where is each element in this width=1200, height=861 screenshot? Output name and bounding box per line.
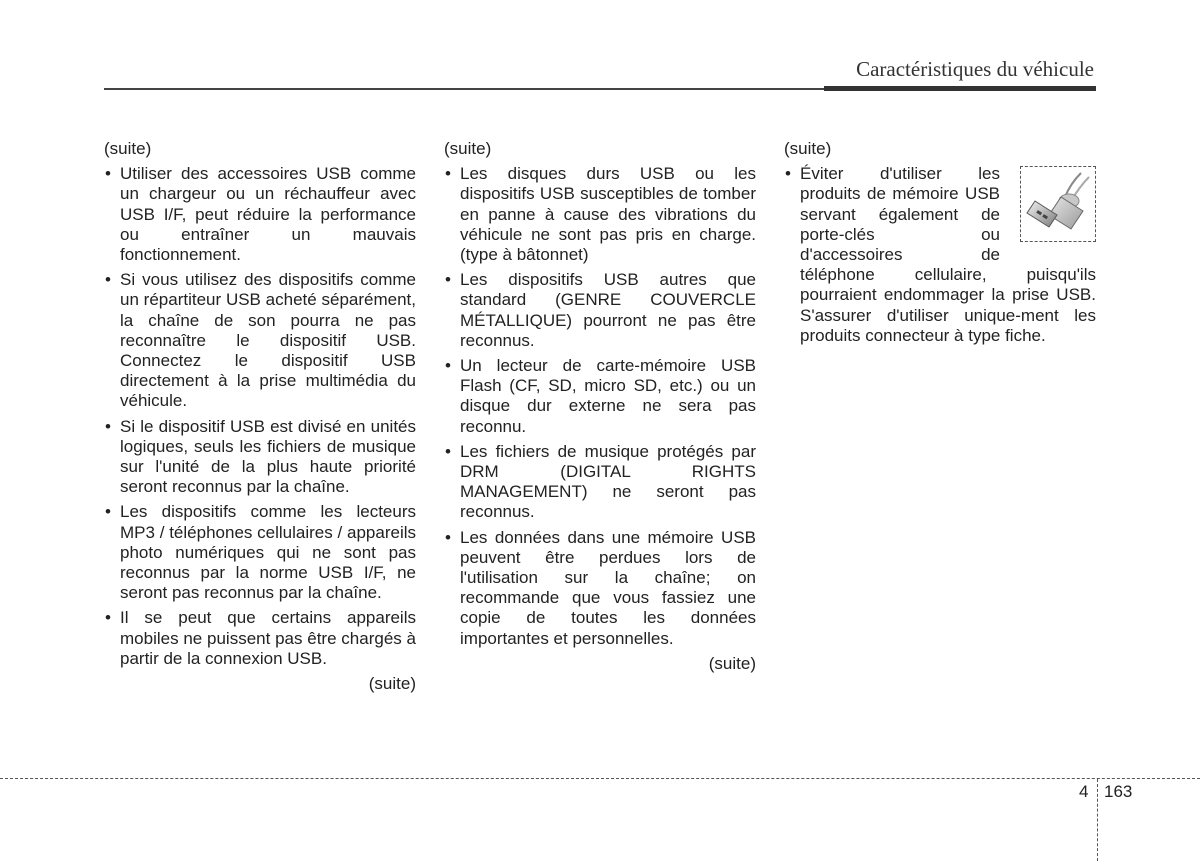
- list-item: • Les fichiers de musique protégés par DRM (DIGITAL RIGHTS MANAGEMENT) ne seront pas reconnus.: [444, 442, 756, 523]
- continued-label: (suite): [104, 139, 152, 158]
- list-item: • Si vous utilisez des dispositifs comme un répartiteur USB acheté séparément, la chaîne de son pourra ne pas reconnaître le dispositif USB. Connectez le dispositif USB directement à la prise multimédia du véhicule.: [104, 270, 416, 411]
- list-item: • Un lecteur de carte-mémoire USB Flash (CF, SD, micro SD, etc.) ou un disque dur externe ne sera pas reconnu.: [444, 356, 756, 437]
- footer-rule: [0, 778, 1200, 779]
- bullet-list: [784, 164, 1096, 346]
- text-column-2: [444, 139, 756, 674]
- list-item: • Les dispositifs comme les lecteurs MP3 / téléphones cellulaires / appareils photo numériques qui ne sont pas reconnus par la norme USB I/F, ne seront pas reconnus par la chaîne.: [104, 502, 416, 603]
- continued-label: (suite): [784, 139, 832, 158]
- continued-label: (suite): [708, 653, 756, 673]
- continued-label: (suite): [444, 139, 492, 158]
- list-item: • Il se peut que certains appareils mobiles ne puissent pas être chargés à partir de la connexion USB.: [104, 608, 416, 669]
- list-item: • Utiliser des accessoires USB comme un chargeur ou un réchauffeur avec USB I/F, peut réduire la performance ou entraîner un mauvais fonctionnement.: [104, 164, 416, 265]
- list-item: • Éviter d'utiliser les produits de mémoire USB servant également de porte-clés ou d'accessoires de téléphone cellulaire, puisqu'ils pourraient endommager la prise USB. S'assurer d'utiliser unique-ment les produits connecteur à type fiche.: [784, 164, 1096, 346]
- text-column-3: [784, 139, 1096, 351]
- page-number: 163: [1104, 782, 1133, 801]
- list-item: • Si le dispositif USB est divisé en unités logiques, seuls les fichiers de musique sur l'unité de la plus haute priorité seront reconnus par la chaîne.: [104, 417, 416, 498]
- list-item: • Les données dans une mémoire USB peuvent être perdues lors de l'utilisation sur la chaîne; on recommande que vous fassiez une copie de toutes les données importantes et personnelles.: [444, 528, 756, 649]
- footer-divider: [1097, 779, 1098, 861]
- chapter-number: 4: [1079, 782, 1089, 801]
- list-item: • Les disques durs USB ou les dispositifs USB susceptibles de tomber en panne à cause des vibrations du véhicule ne sont pas pris en charge. (type à bâtonnet): [444, 164, 756, 265]
- bullet-list: [444, 164, 756, 649]
- header-rule-accent: [824, 86, 1096, 91]
- text-column-1: [104, 139, 416, 694]
- list-item: • Les dispositifs USB autres que standard (GENRE COUVERCLE MÉTALLIQUE) pourront ne pas être reconnus.: [444, 270, 756, 351]
- continued-label: (suite): [368, 674, 416, 694]
- section-title: Caractéristiques du véhicule: [856, 57, 1094, 81]
- bullet-list: [104, 164, 416, 669]
